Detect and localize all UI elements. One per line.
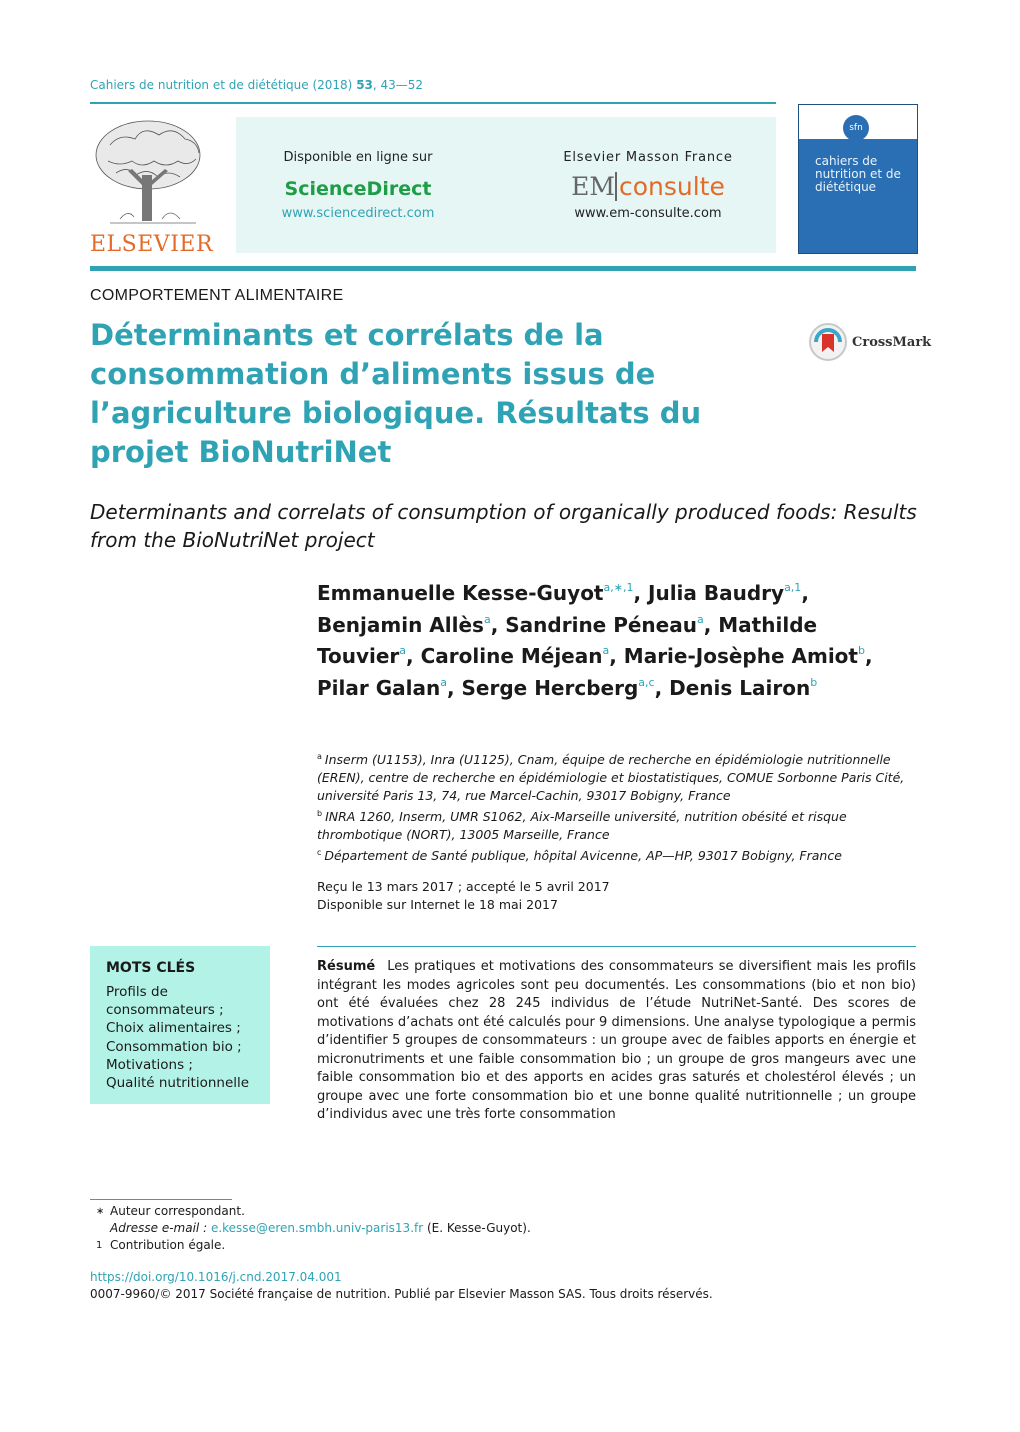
email-label: Adresse e-mail :	[110, 1221, 208, 1235]
journal-reference	[90, 78, 423, 92]
available-online-label: Disponible en ligne sur	[283, 150, 433, 165]
keywords-heading: MOTS CLÉS	[106, 960, 196, 976]
author-affiliation-mark[interactable]: a	[602, 644, 610, 657]
journal-volume: 53	[356, 78, 373, 92]
publisher-name: Elsevier Masson France	[563, 150, 733, 165]
author-name: Denis Lairon	[669, 675, 811, 700]
equal-contribution-text: Contribution égale.	[110, 1238, 226, 1252]
affiliation-text: INRA 1260, Inserm, UMR S1062, Aix-Marseille université, nutrition obésité et risque thrombotique (NORT), 13005 Marseille, France	[317, 809, 847, 842]
author-affiliation-mark[interactable]: a,1	[784, 581, 802, 594]
author-separator: ,	[703, 612, 719, 637]
keyword-item: Profils de consommateurs ;	[106, 984, 224, 1019]
author-affiliation-mark[interactable]: a	[696, 612, 704, 626]
keywords-box	[90, 946, 270, 1104]
footnote-mark: 1	[96, 1240, 103, 1251]
emconsulte-logo-em: EM	[571, 172, 615, 201]
author-name: Pilar Galan	[317, 675, 441, 700]
author-affiliation-mark[interactable]: a	[483, 612, 491, 626]
corresponding-author-note	[90, 1203, 790, 1220]
author-separator: ,	[864, 644, 873, 668]
author	[462, 676, 670, 700]
received-accepted-date: Reçu le 13 mars 2017 ; accepté le 5 avril 2017	[317, 879, 610, 894]
author-separator: ,	[801, 581, 809, 605]
author	[317, 581, 648, 605]
journal-pages: , 43—52	[372, 78, 424, 92]
keyword-item: Motivations ;	[106, 1056, 193, 1073]
author	[317, 613, 505, 637]
author-affiliation-mark[interactable]: a,c	[638, 675, 655, 689]
crossmark-label: CrossMark	[852, 335, 932, 350]
author-separator: ,	[609, 644, 624, 668]
article-title-en: Determinants and correlats of consumption of organically produced foods: Results from the BioNutriNet project	[90, 500, 917, 552]
author-affiliation-mark[interactable]: a	[399, 644, 407, 657]
author	[505, 613, 718, 637]
emconsulte-logo[interactable]	[520, 172, 776, 201]
author-name: Marie-Josèphe Amiot	[623, 644, 858, 668]
author	[624, 644, 873, 668]
sciencedirect-link[interactable]: www.sciencedirect.com	[281, 206, 435, 221]
sciencedirect-logo[interactable]: ScienceDirect	[284, 178, 432, 200]
emconsulte-link[interactable]: www.em-consulte.com	[574, 206, 722, 221]
keyword-item: Qualité nutritionnelle	[106, 1075, 250, 1092]
author	[317, 676, 462, 700]
affiliation-a	[317, 748, 917, 805]
abstract	[317, 958, 916, 1125]
author-name: Sandrine Péneau	[505, 612, 697, 637]
affiliation-mark: c	[317, 848, 322, 857]
author-separator: ,	[406, 644, 421, 668]
doi-link[interactable]: https://doi.org/10.1016/j.cnd.2017.04.001	[90, 1270, 342, 1284]
footnote-mark: ∗	[96, 1206, 105, 1217]
affiliation-c	[317, 844, 917, 865]
article-title-fr: Déterminants et corrélats de la consommation d’aliments issus de l’agriculture biologique. Résultats du projet BioNutriNet	[90, 318, 702, 469]
emconsulte-logo-consulte: consulte	[615, 172, 725, 201]
affiliation-text: Inserm (U1153), Inra (U1125), Cnam, équipe de recherche en épidémiologie nutritionnelle (EREN), centre de recherche en épidémiologie et biostatistiques, COMUE Sorbonne Paris Cité, université Paris 13, 74, rue Marcel-Cachin, 93017 Bobigny, France	[317, 752, 905, 803]
author-list	[317, 575, 917, 701]
author-affiliation-mark[interactable]: b	[858, 644, 865, 657]
online-date: Disponible sur Internet le 18 mai 2017	[317, 897, 558, 912]
keyword-item: Consommation bio ;	[106, 1038, 242, 1055]
affiliation-mark: a	[317, 752, 322, 761]
email-link[interactable]: e.kesse@eren.smbh.univ-paris13.fr	[210, 1221, 424, 1235]
affiliations	[317, 748, 917, 865]
abstract-label: Résumé	[317, 959, 376, 974]
author-separator: ,	[490, 612, 506, 637]
keyword-item: Choix alimentaires ;	[106, 1020, 241, 1037]
author-affiliation-mark[interactable]: a,∗,1	[603, 581, 634, 594]
author-separator: ,	[446, 675, 462, 700]
author	[648, 581, 809, 605]
email-line	[90, 1220, 790, 1237]
corresponding-author-text: Auteur correspondant.	[110, 1204, 245, 1218]
copyright-line: 0007-9960/© 2017 Société française de nutrition. Publié par Elsevier Masson SAS. Tous droits réservés.	[90, 1287, 713, 1301]
footnotes	[90, 1203, 790, 1254]
abstract-rule	[317, 946, 916, 947]
author	[421, 644, 624, 668]
affiliation-mark: b	[317, 809, 323, 818]
equal-contribution-note	[90, 1237, 790, 1254]
affiliation-b	[317, 805, 917, 844]
author-name: Emmanuelle Kesse-Guyot	[317, 581, 604, 605]
footnote-rule	[90, 1199, 232, 1200]
affiliation-text: Département de Santé publique, hôpital Avicenne, AP—HP, 93017 Bobigny, France	[324, 848, 842, 863]
author-separator: ,	[654, 675, 670, 700]
author-affiliation-mark[interactable]: b	[810, 675, 818, 689]
header-bottom-rule	[90, 266, 916, 271]
abstract-text: Les pratiques et motivations des consommateurs se diversifient mais les profils intégrant les modes agricoles sont peu documentés. Les consommations (bio et non bio) ont été évaluées chez 28 245 individus de l’étude NutriNet-Santé. Des scores de motivations d’achats ont été calculés pour 9 dimensions. Une analyse typologique a permis d’identifier 5 groupes de consommateurs : un groupe avec de faibles apports en énergie et micronutriments et une faible consommation bio ; un groupe de gros mangeurs avec une faible consommation bio et des apports en acides gras saturés et cholestérol élevés ; un groupe avec une forte consommation bio et une bonne qualité nutritionnelle ; un groupe d’individus avec une très forte consommation	[317, 959, 916, 1122]
cover-title: cahiers de nutrition et de diététique	[815, 154, 901, 194]
elsevier-wordmark: ELSEVIER	[90, 232, 214, 257]
cover-sfn-logo: sfn	[843, 115, 869, 141]
author-name: Benjamin Allès	[317, 612, 484, 637]
author-affiliation-mark[interactable]: a	[440, 675, 447, 689]
crossmark-badge[interactable]	[808, 320, 932, 366]
journal-cover-image	[798, 104, 918, 254]
article-dates	[317, 878, 917, 914]
author-name: Julia Baudry	[648, 581, 785, 605]
header-top-rule	[90, 102, 776, 104]
keywords-list	[106, 983, 266, 1092]
journal-name: Cahiers de nutrition et de diététique (2018)	[90, 78, 353, 92]
author-name: Serge Hercberg	[461, 675, 639, 700]
email-owner: (E. Kesse-Guyot).	[427, 1221, 531, 1235]
crossmark-icon	[808, 322, 848, 362]
author-separator: ,	[633, 581, 649, 605]
section-label: COMPORTEMENT ALIMENTAIRE	[90, 287, 344, 304]
author	[669, 676, 817, 700]
author-name: Caroline Méjean	[420, 644, 603, 668]
author-name: Mathilde Touvier	[317, 612, 818, 668]
